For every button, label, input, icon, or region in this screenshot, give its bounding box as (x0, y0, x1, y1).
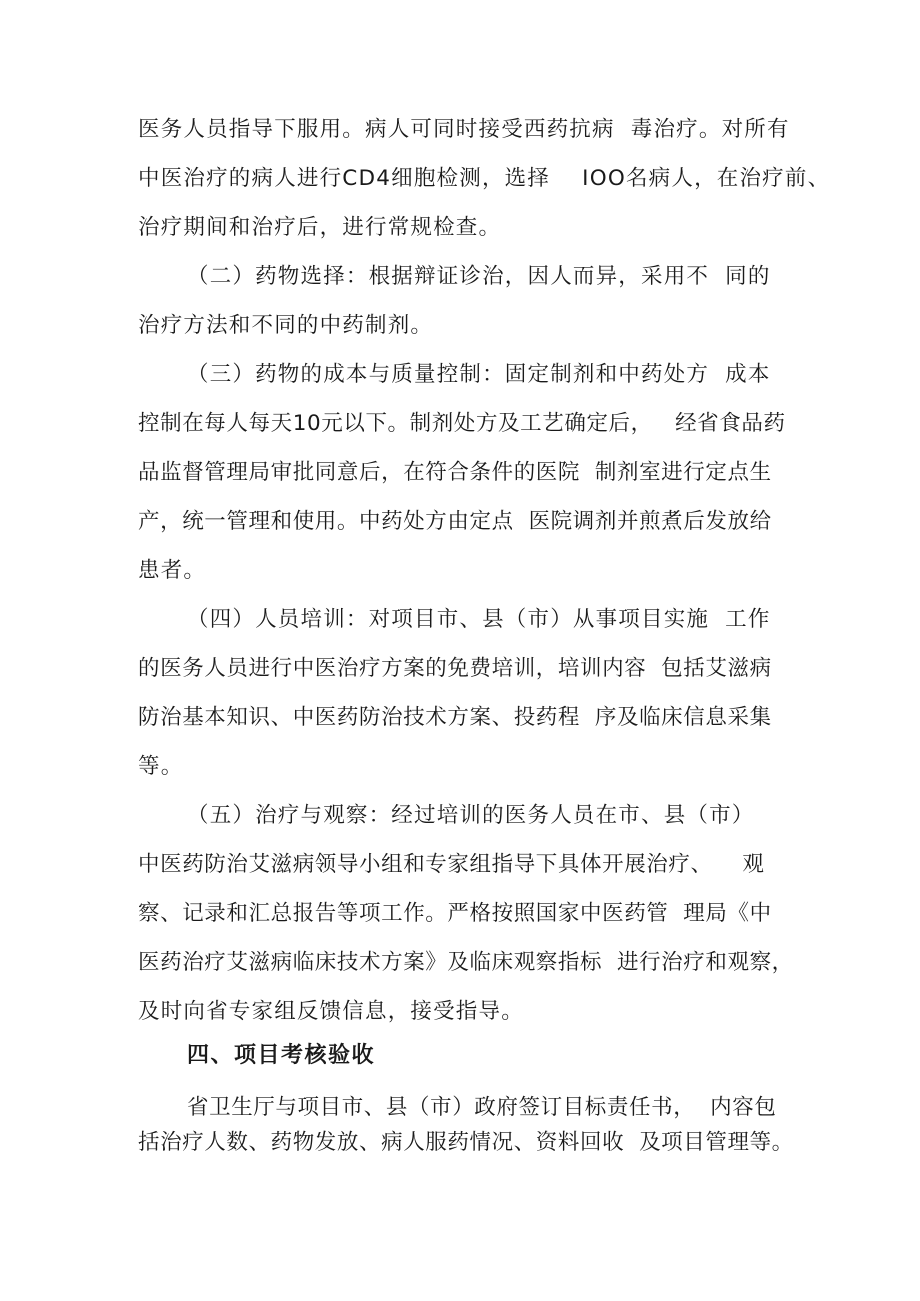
body-text-line: 医药治疗艾滋病临床技术方案》及临床观察指标 进行治疗和观察， (138, 950, 794, 975)
body-text-line: 产，统一管理和使用。中药处方由定点 医院调剂并煎煮后发放给 (138, 509, 772, 534)
body-text-line: 品监督管理局审批同意后，在符合条件的医院 制剂室进行定点生 (138, 460, 772, 485)
body-text-line: 括治疗人数、药物发放、病人服药情况、资料回收 及项目管理等。 (138, 1130, 794, 1155)
body-text-line: 治疗期间和治疗后，进行常规检查。 (138, 215, 502, 240)
body-text-line: 等。 (138, 754, 184, 779)
body-text-line: 的医务人员进行中医治疗方案的免费培训，培训内容 包括艾滋病 (138, 656, 772, 681)
section-heading: 四、项目考核验收 (187, 1043, 376, 1068)
body-text-line: 省卫生厅与项目市、县（市）政府签订目标责任书， 内容包 (187, 1095, 777, 1120)
section-5-text: （五）治疗与观察：经过培训的医务人员在市、县（市） (187, 803, 755, 828)
section-4-text: （四）人员培训：对项目市、县（市）从事项目实施 工作 (187, 607, 771, 632)
body-text-line: 中医药防治艾滋病领导小组和专家组指导下具体开展治疗、 观 (138, 852, 765, 877)
body-text-line: 治疗方法和不同的中药制剂。 (138, 313, 434, 338)
body-text-line: 医务人员指导下服用。病人可同时接受西药抗病 毒治疗。对所有 (138, 117, 790, 142)
body-text-line: 控制在每人每天10元以下。制剂处方及工艺确定后， 经省食品药 (138, 411, 786, 436)
body-text-line: 及时向省专家组反馈信息，接受指导。 (138, 999, 524, 1024)
section-3-text: （三）药物的成本与质量控制：固定制剂和中药处方 成本 (187, 362, 771, 387)
body-text-line: 中医治疗的病人进行CD4细胞检测，选择 IOO名病人，在治疗前、 (138, 166, 831, 191)
body-text-line: 防治基本知识、中医药防治技术方案、投药程 序及临床信息采集 (138, 705, 772, 730)
body-text-line: 患者。 (138, 558, 207, 583)
body-text-line: 察、记录和汇总报告等项工作。严格按照国家中医药管 理局《中 (138, 901, 772, 926)
section-2-text: （二）药物选择：根据辩证诊治，因人而异，采用不 同的 (187, 264, 771, 289)
